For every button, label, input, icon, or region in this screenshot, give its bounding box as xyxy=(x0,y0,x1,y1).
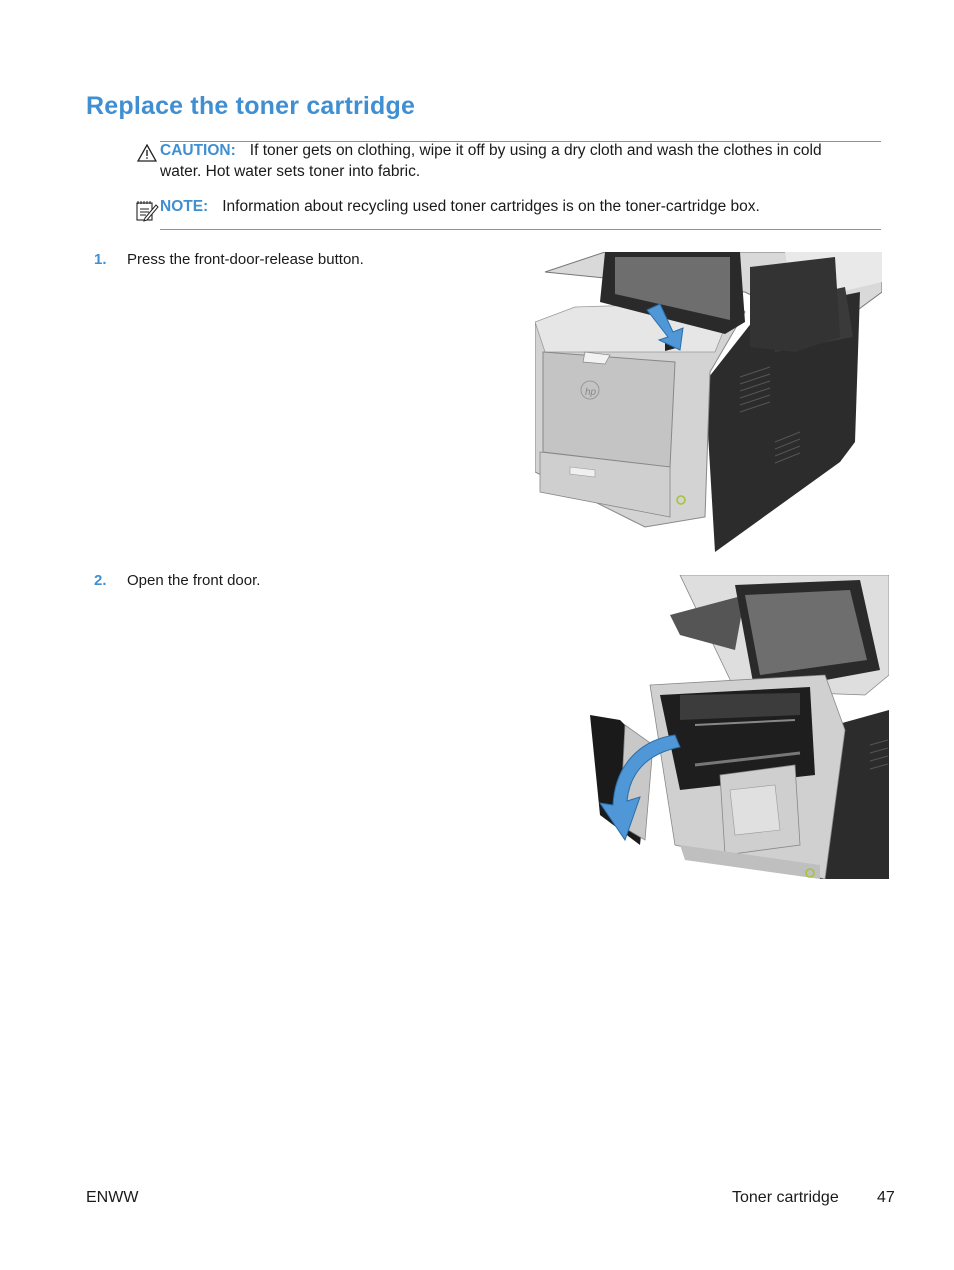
page-title: Replace the toner cartridge xyxy=(86,92,416,120)
caution-block xyxy=(160,140,880,182)
step-number: 1. xyxy=(94,251,107,268)
step-2 xyxy=(94,572,260,589)
note-label: NOTE: xyxy=(160,198,209,215)
step-1 xyxy=(94,251,364,268)
note-block xyxy=(160,196,880,217)
step-text: Open the front door. xyxy=(127,572,261,589)
footer-page-number: 47 xyxy=(877,1189,895,1206)
printer-open-front-door-figure xyxy=(585,575,889,879)
note-text: Information about recycling used toner cartridges is on the toner-cartridge box. xyxy=(222,198,760,215)
caution-label: CAUTION: xyxy=(160,142,236,159)
note-bottom-rule xyxy=(160,229,881,230)
note-pad-icon xyxy=(135,199,159,223)
footer-section: Toner cartridge xyxy=(732,1189,839,1206)
hp-logo: hp xyxy=(585,387,597,398)
warning-triangle-icon xyxy=(137,144,157,162)
caution-text: If toner gets on clothing, wipe it off by using a dry cloth and wash the clothes in cold xyxy=(249,142,822,159)
caution-text-line2: water. Hot water sets toner into fabric. xyxy=(160,163,421,180)
printer-front-door-release-figure xyxy=(535,252,882,552)
step-text: Press the front-door-release button. xyxy=(127,251,364,268)
footer-left: ENWW xyxy=(86,1189,139,1206)
step-number: 2. xyxy=(94,572,107,589)
